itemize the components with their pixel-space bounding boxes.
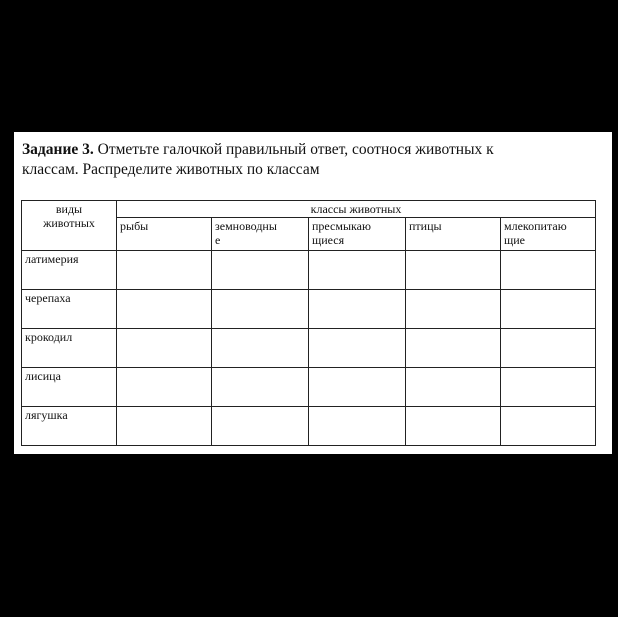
check-cell[interactable] [212,290,309,329]
check-cell[interactable] [309,290,406,329]
check-cell[interactable] [501,368,596,407]
animal-name: черепаха [22,290,117,329]
task-text-line2: классам. Распределите животных по классам [22,161,320,178]
class-header-3 [309,218,406,251]
check-cell[interactable] [117,329,212,368]
check-cell[interactable] [212,407,309,446]
class-header-text: земноводны [215,219,277,233]
check-cell[interactable] [117,251,212,290]
check-cell[interactable] [406,407,501,446]
species-header [22,201,117,251]
class-header-text: млекопитаю [504,219,567,233]
table-row [22,407,596,446]
class-header-text: рыбы [120,219,149,233]
classes-header: классы животных [117,201,596,218]
species-header-line1: виды [55,202,83,216]
species-header-line2: животных [43,216,95,230]
animal-name: латимерия [22,251,117,290]
check-cell[interactable] [309,251,406,290]
check-cell[interactable] [406,368,501,407]
task-label: Задание 3. [22,141,94,158]
class-header-text: птицы [409,219,442,233]
class-header-5 [501,218,596,251]
worksheet [14,132,612,454]
check-cell[interactable] [501,407,596,446]
check-cell[interactable] [406,329,501,368]
check-cell[interactable] [309,368,406,407]
check-cell[interactable] [212,329,309,368]
class-header-text: щиеся [312,233,345,247]
table-row [22,290,596,329]
animal-name: крокодил [22,329,117,368]
table-row [22,329,596,368]
check-cell[interactable] [309,407,406,446]
check-cell[interactable] [501,329,596,368]
task-statement [22,140,602,180]
check-cell[interactable] [501,251,596,290]
check-cell[interactable] [117,407,212,446]
class-header-text: е [215,233,221,247]
class-header-4 [406,218,501,251]
check-cell[interactable] [117,368,212,407]
table-row [22,251,596,290]
check-cell[interactable] [212,251,309,290]
class-header-1 [117,218,212,251]
check-cell[interactable] [117,290,212,329]
check-cell[interactable] [309,329,406,368]
animal-name: лисица [22,368,117,407]
class-header-2 [212,218,309,251]
check-cell[interactable] [212,368,309,407]
check-cell[interactable] [406,251,501,290]
check-cell[interactable] [406,290,501,329]
animal-name: лягушка [22,407,117,446]
check-cell[interactable] [501,290,596,329]
classification-table [21,200,596,446]
table-row [22,368,596,407]
class-header-text: щие [504,233,525,247]
class-header-text: пресмыкаю [312,219,371,233]
task-text-line1: Отметьте галочкой правильный ответ, соотнося животных к [93,141,494,158]
